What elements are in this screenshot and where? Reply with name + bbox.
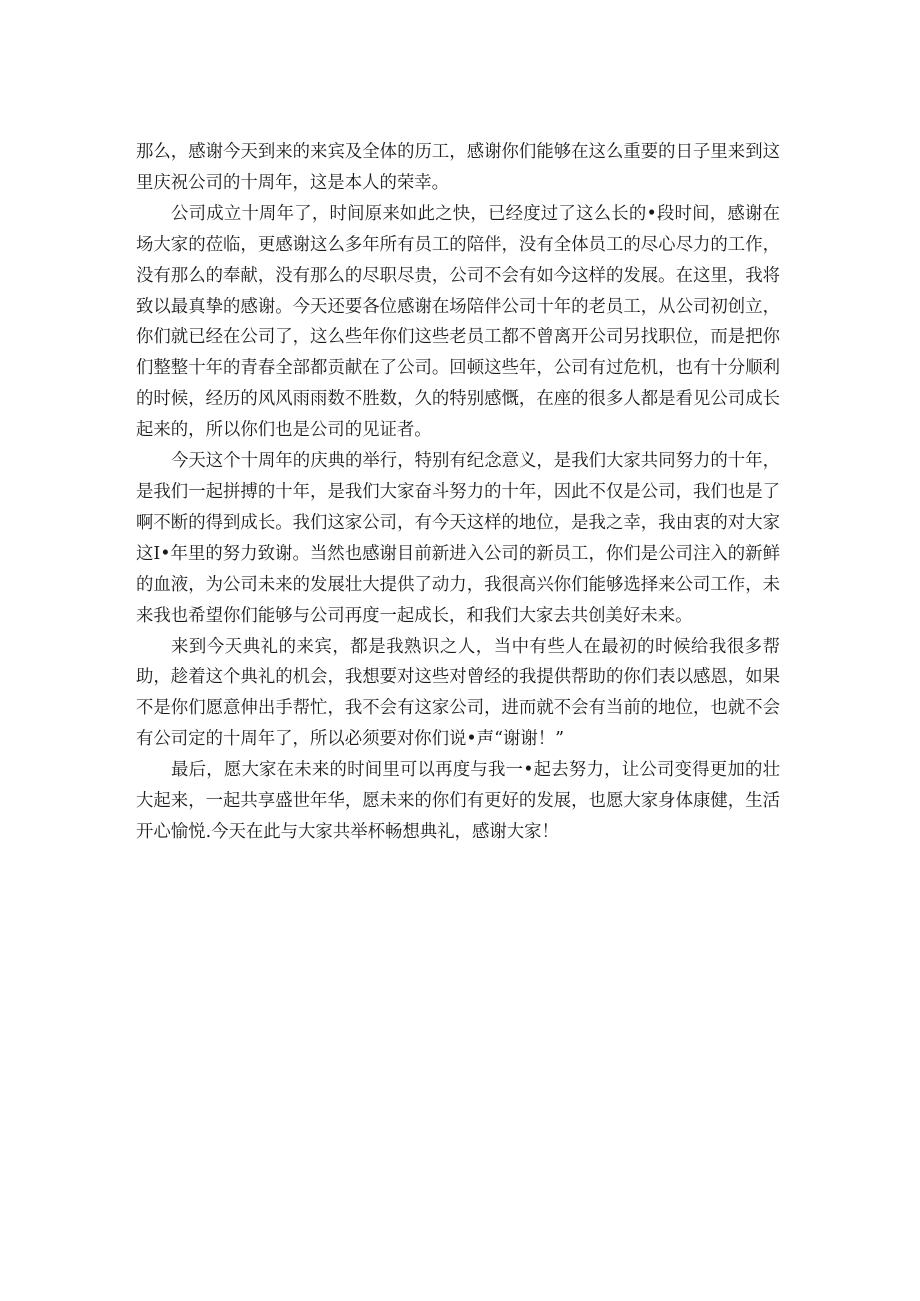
paragraph-celebration: 今天这个十周年的庆典的举行，特别有纪念意义，是我们大家共同努力的十年，是我们一起拼搏的十年，是我们大家奋斗努力的十年，因此不仅是公司，我们也是了啊不断的得到成长。我们这家公司，有今天这样的地位，是我之幸，我由衷的对大家这I•年里的努力致谢。当然也感谢目前新进入公司的新员工，你们是公司注入的新鲜的血液，为公司未来的发展壮大提供了动力，我很高兴你们能够选择来公司工作，未来我也希望你们能够与公司再度一起成长，和我们大家去共创美好未来。 (136, 451, 780, 626)
paragraph-anniversary: 公司成立十周年了，时间原来如此之快，已经度过了这么长的•段时间，感谢在场大家的莅临，更感谢这么多年所有员工的陪伴，没有全体员工的尽心尽力的工作，没有那么的奉献，没有那么的尽职尽贵，公司不会有如今这样的发展。在这里，我将致以最真挚的感谢。今天还要各位感谢在场陪伴公司十年的老员工，从公司初创立，你们就已经在公司了，这么些年你们这些老员工都不曾离开公司另找职位，而是把你们整整十年的青春全部都贡献在了公司。回顿这些年，公司有过危机，也有十分顺利的时候，经历的风风雨雨数不胜数，久的特别感慨，在座的很多人都是看见公司成长起来的，所以你们也是公司的见证者。 (136, 203, 780, 441)
paragraph-opening: 那么，感谢今天到来的来宾及全体的历工，感谢你们能够在这么重要的日子里来到这里庆祝公司的十周年，这是本人的荣幸。 (136, 142, 780, 193)
paragraph-closing: 最后，愿大家在未来的时间里可以再度与我一•起去努力，让公司变得更加的壮大起来，一起共享盛世年华，愿未来的你们有更好的发展，也愿大家身体康健，生活开心愉悦.今天在此与大家共举杯畅想典礼，感谢大家！ (136, 760, 780, 842)
document-body (136, 137, 780, 848)
paragraph-guests: 来到今天典礼的来宾，都是我熟识之人，当中有些人在最初的时候给我很多帮助，趁着这个典礼的机会，我想要对这些对曾经的我提供帮助的你们表以感恩，如果不是你们愿意伸出手帮忙，我不会有这家公司，进而就不会有当前的地位，也就不会有公司定的十周年了，所以必须要对你们说•声“谢谢！” (136, 636, 780, 750)
